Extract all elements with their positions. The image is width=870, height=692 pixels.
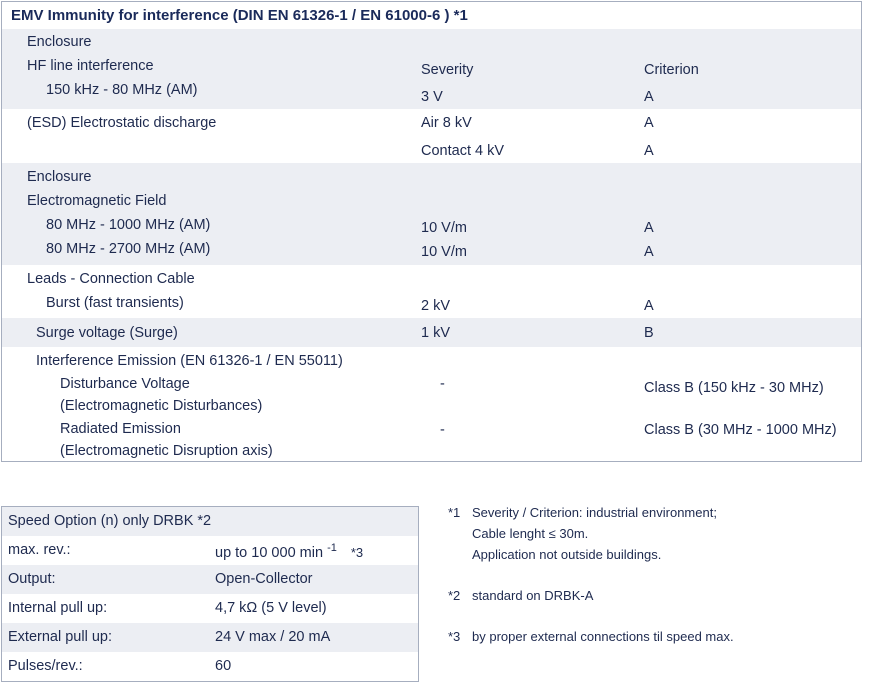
em-field-label: Electromagnetic Field bbox=[27, 193, 167, 209]
esd-label: (ESD) Electrostatic discharge bbox=[27, 115, 217, 131]
note-3-marker: *3 bbox=[448, 629, 461, 644]
field-range-1-criterion: A bbox=[644, 220, 654, 236]
hf-range: 150 kHz - 80 MHz (AM) bbox=[46, 82, 198, 98]
enclosure-label: Enclosure bbox=[27, 34, 92, 50]
emv-immunity-table bbox=[1, 1, 862, 462]
pulses-value: 60 bbox=[215, 658, 232, 674]
disturbance-voltage-label: Disturbance Voltage bbox=[60, 376, 190, 392]
speed-header: Speed Option (n) only DRBK *2 bbox=[8, 513, 212, 529]
table-row bbox=[2, 623, 418, 652]
maxrev-value-exponent: -1 bbox=[327, 542, 337, 554]
burst-severity: 2 kV bbox=[421, 298, 451, 314]
radiated-emission-label: Radiated Emission bbox=[60, 421, 181, 437]
field-range-2-severity: 10 V/m bbox=[421, 244, 467, 260]
hf-criterion: A bbox=[644, 89, 654, 105]
surge-criterion: B bbox=[644, 325, 654, 341]
severity-header: Severity bbox=[421, 62, 474, 78]
output-value: Open-Collector bbox=[215, 571, 313, 587]
maxrev-label: max. rev.: bbox=[8, 542, 71, 558]
internal-pullup-label: Internal pull up: bbox=[8, 600, 108, 616]
maxrev-note: *3 bbox=[350, 544, 364, 560]
speed-header-row bbox=[2, 507, 418, 536]
disturbance-voltage-sub: (Electromagnetic Disturbances) bbox=[60, 398, 263, 414]
note-2-text: standard on DRBK-A bbox=[472, 588, 594, 603]
surge-label: Surge voltage (Surge) bbox=[36, 325, 178, 341]
radiated-emission-sub: (Electromagnetic Disruption axis) bbox=[60, 443, 273, 459]
esd-air-criterion: A bbox=[644, 115, 654, 131]
note-1-marker: *1 bbox=[448, 505, 461, 520]
table-row bbox=[2, 594, 418, 623]
internal-pullup-value: 4,7 kΩ (5 V level) bbox=[215, 600, 327, 616]
field-range-1-severity: 10 V/m bbox=[421, 220, 467, 236]
external-pullup-value: 24 V max / 20 mA bbox=[215, 629, 331, 645]
pulses-label: Pulses/rev.: bbox=[8, 658, 83, 674]
table-row bbox=[2, 536, 418, 565]
esd-air: Air 8 kV bbox=[421, 115, 472, 131]
enclosure-label-2: Enclosure bbox=[27, 169, 92, 185]
maxrev-value-text: up to 10 000 min bbox=[215, 544, 324, 561]
radiated-emission-criterion: Class B (30 MHz - 1000 MHz) bbox=[644, 422, 837, 438]
note-1-line-2: Cable lenght ≤ 30m. bbox=[472, 526, 589, 541]
disturbance-voltage-criterion: Class B (150 kHz - 30 MHz) bbox=[644, 380, 824, 396]
note-2-marker: *2 bbox=[448, 588, 461, 603]
leads-label: Leads - Connection Cable bbox=[27, 271, 195, 287]
speed-option-table bbox=[1, 506, 419, 682]
disturbance-voltage-severity: - bbox=[440, 376, 445, 392]
burst-criterion: A bbox=[644, 298, 654, 314]
note-1-line-3: Application not outside buildings. bbox=[472, 547, 662, 562]
radiated-emission-severity: - bbox=[440, 422, 445, 438]
hf-line-interference-label: HF line interference bbox=[27, 58, 154, 74]
field-range-1: 80 MHz - 1000 MHz (AM) bbox=[46, 217, 211, 233]
table-row bbox=[2, 652, 418, 681]
esd-contact: Contact 4 kV bbox=[421, 143, 505, 159]
surge-severity: 1 kV bbox=[421, 325, 451, 341]
external-pullup-label: External pull up: bbox=[8, 629, 112, 645]
criterion-header: Criterion bbox=[644, 62, 699, 78]
emv-title: EMV Immunity for interference (DIN EN 61326-1 / EN 61000-6 ) *1 bbox=[11, 7, 468, 24]
table-row bbox=[2, 565, 418, 594]
hf-severity: 3 V bbox=[421, 89, 443, 105]
field-range-2-criterion: A bbox=[644, 244, 654, 260]
note-3-text: by proper external connections til speed max. bbox=[472, 629, 734, 644]
esd-contact-criterion: A bbox=[644, 143, 654, 159]
note-1-line-1: Severity / Criterion: industrial environment; bbox=[472, 505, 717, 520]
emission-label: Interference Emission (EN 61326-1 / EN 55011) bbox=[36, 353, 343, 369]
output-label: Output: bbox=[8, 571, 56, 587]
burst-label: Burst (fast transients) bbox=[46, 295, 184, 311]
field-range-2: 80 MHz - 2700 MHz (AM) bbox=[46, 241, 211, 257]
maxrev-value bbox=[215, 542, 363, 561]
